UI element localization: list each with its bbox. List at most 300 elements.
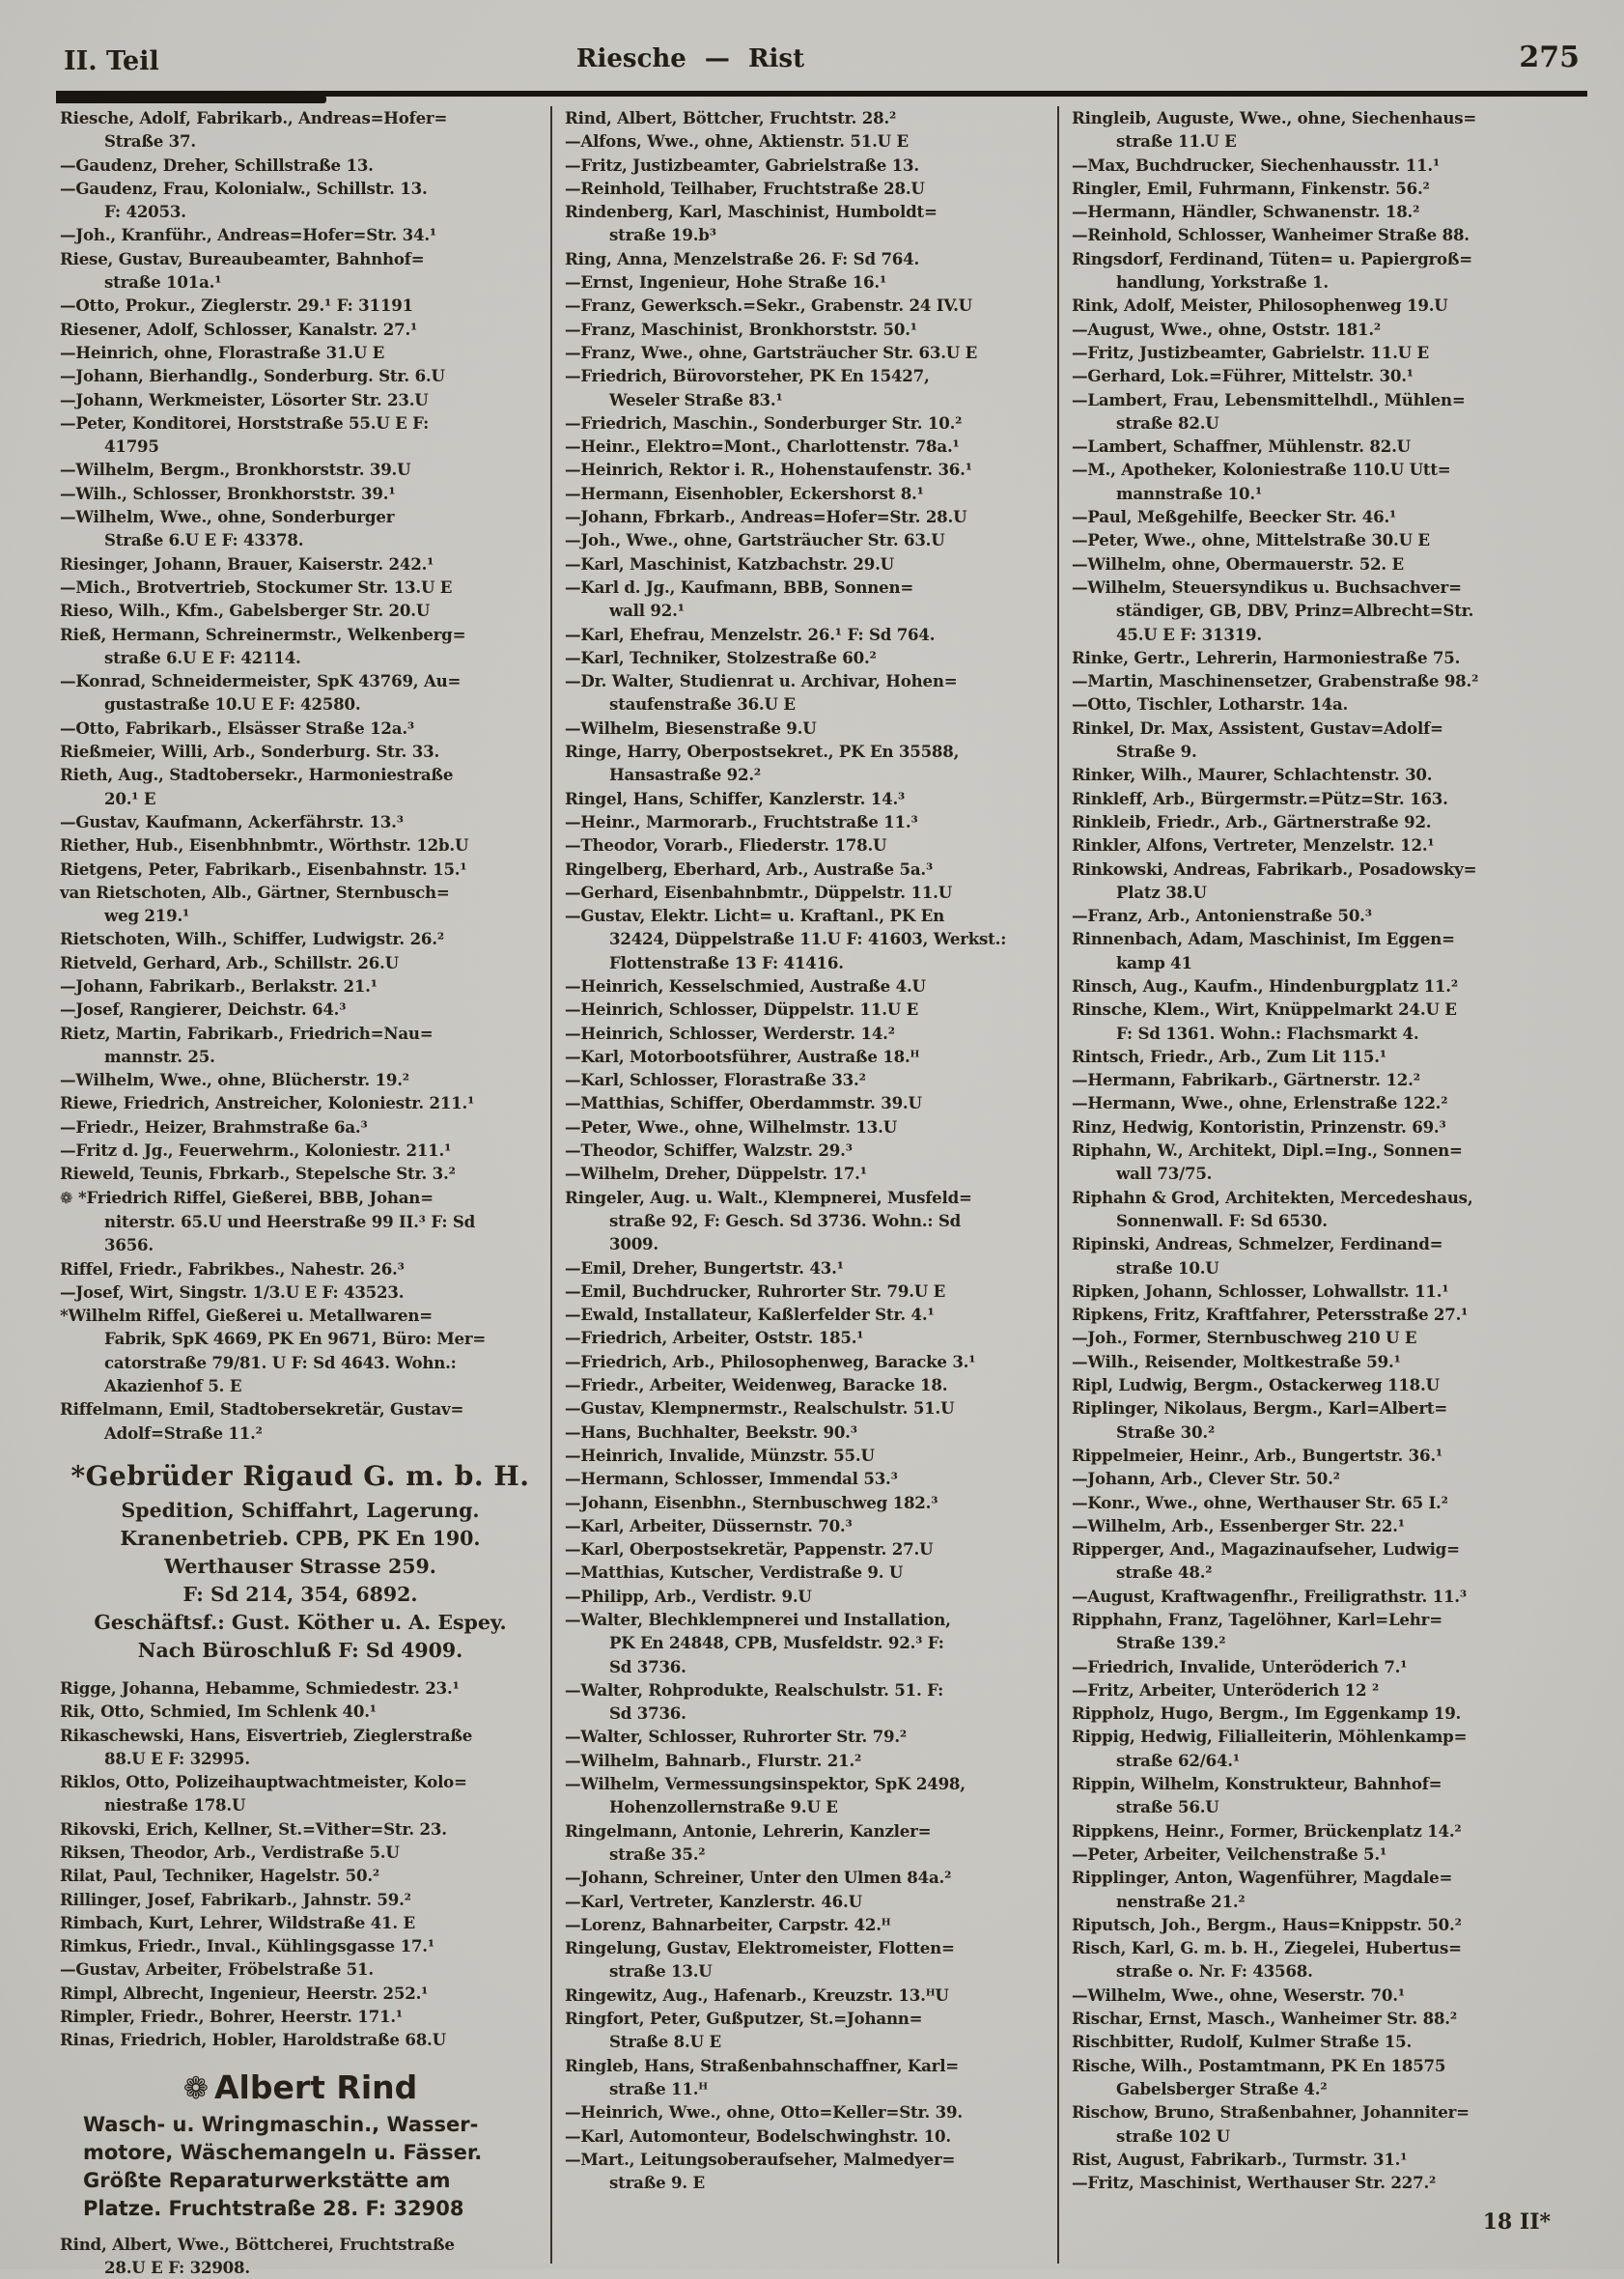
- directory-entry: [1072, 1866, 1591, 1913]
- directory-line: —Otto, Fabrikarb., Elsässer Straße 12a.³: [60, 717, 414, 738]
- directory-entry: [565, 1256, 1048, 1280]
- directory-entry: [60, 482, 541, 505]
- directory-line: —Wilh., Schlosser, Bronkhorststr. 39.¹: [60, 483, 396, 503]
- directory-entry: [565, 294, 1048, 317]
- directory-line: —Franz, Maschinist, Bronkhorststr. 50.¹: [565, 319, 917, 339]
- directory-line: —Karl, Techniker, Stolzestraße 60.²: [565, 647, 877, 667]
- directory-entry: [60, 1068, 541, 1091]
- directory-line: —August, Wwe., ohne, Oststr. 181.²: [1072, 319, 1382, 339]
- columns-container: [60, 106, 1591, 2277]
- directory-entry: [60, 1139, 541, 1162]
- directory-entry: [60, 669, 541, 717]
- directory-line: Rinas, Friedrich, Hobler, Haroldstraße 68.U: [60, 2030, 446, 2050]
- directory-entry: [1072, 388, 1591, 436]
- directory-line: straße 11.ᴴ: [609, 2078, 708, 2098]
- directory-entry: [565, 2100, 1048, 2124]
- directory-entry: [565, 1091, 1048, 1114]
- directory-entry: [1072, 505, 1591, 528]
- directory-line: —Hermann, Eisenhobler, Eckershorst 8.¹: [565, 483, 924, 503]
- directory-line: —Gerhard, Lok.=Führer, Mittelstr. 30.¹: [1072, 366, 1414, 386]
- directory-line: —Joh., Kranführ., Andreas=Hofer=Str. 34.¹: [60, 225, 436, 245]
- directory-line: —Johann, Werkmeister, Lösorter Str. 23.U: [60, 389, 429, 409]
- directory-entry: [565, 435, 1048, 458]
- ad-entry: [60, 2066, 541, 2223]
- directory-line: —Friedr., Arbeiter, Weidenweg, Baracke 18.: [565, 1375, 948, 1395]
- directory-entry: [60, 974, 541, 998]
- directory-entry: [565, 1326, 1048, 1349]
- directory-line: Straße 30.²: [1116, 1421, 1216, 1442]
- directory-entry: [60, 1724, 541, 1771]
- directory-line: Rimpl, Albrecht, Ingenieur, Heerstr. 252.¹: [60, 1983, 429, 2003]
- column-3-entries: [1072, 106, 1591, 2194]
- directory-entry: [60, 154, 541, 177]
- directory-line: gustastraße 10.U E F: 42580.: [104, 694, 361, 715]
- directory-entry: [565, 623, 1048, 646]
- directory-entry: [60, 599, 541, 622]
- directory-line: —Wilhelm, ohne, Obermauerstr. 52. E: [1072, 553, 1404, 574]
- directory-line: straße 102 U: [1116, 2125, 1230, 2146]
- directory-line: —Fritz d. Jg., Feuerwehrm., Koloniestr. 211.¹: [60, 1140, 452, 1161]
- directory-entry: [1072, 1936, 1591, 1984]
- directory-line: Nach Büroschluß F: Sd 4909.: [137, 1638, 463, 1662]
- directory-line: Rippin, Wilhelm, Konstrukteur, Bahnhof=: [1072, 1774, 1442, 1794]
- directory-line: 20.¹ E: [104, 788, 156, 808]
- directory-entry: [60, 2233, 541, 2279]
- directory-line: straße o. Nr. F: 43568.: [1116, 1961, 1313, 1982]
- directory-entry: [565, 154, 1048, 177]
- directory-entry: [1072, 646, 1591, 669]
- directory-entry: [565, 1396, 1048, 1420]
- directory-line: —Fritz, Justizbeamter, Gabrielstr. 11.U E: [1072, 342, 1429, 362]
- directory-entry: [1072, 1819, 1591, 1843]
- directory-entry: [565, 881, 1048, 904]
- directory-line: Rinkowski, Andreas, Fabrikarb., Posadowsky=: [1072, 858, 1477, 879]
- directory-line: —Wilhelm, Steuersyndikus u. Buchsachver=: [1072, 577, 1462, 597]
- directory-entry: [1072, 2171, 1591, 2194]
- directory-line: Geschäftsf.: Gust. Köther u. A. Espey.: [94, 1610, 507, 1634]
- directory-entry: [1072, 1678, 1591, 1702]
- directory-line: —Karl, Vertreter, Kanzlerstr. 46.U: [565, 1891, 862, 1911]
- directory-entry: [1072, 1702, 1591, 1725]
- directory-line: mannstr. 25.: [104, 1046, 215, 1066]
- directory-line: Ringe, Harry, Oberpostsekret., PK En 35588,: [565, 742, 960, 762]
- directory-entry: [1072, 2148, 1591, 2171]
- directory-line: —Ewald, Installateur, Kaßlerfelder Str. 4.¹: [565, 1305, 935, 1325]
- ad-entry: [60, 1456, 541, 1665]
- directory-line: Ringelberg, Eberhard, Arb., Austraße 5a.³: [565, 858, 934, 879]
- directory-entry: [1072, 2054, 1591, 2101]
- directory-entry: [565, 177, 1048, 200]
- directory-entry: [1072, 1725, 1591, 1772]
- directory-entry: [565, 1749, 1048, 1772]
- directory-line: Rische, Wilh., Postamtmann, PK En 18575: [1072, 2055, 1446, 2075]
- directory-line: Straße 8.U E: [609, 2032, 721, 2052]
- directory-entry: [565, 1115, 1048, 1139]
- directory-line: —Heinrich, Rektor i. R., Hohenstaufenstr. 36.¹: [565, 460, 972, 480]
- directory-entry: [1072, 1186, 1591, 1233]
- directory-entry: [565, 270, 1048, 294]
- directory-entry: [1072, 364, 1591, 387]
- directory-line: Kranenbetrieb. CPB, PK En 190.: [120, 1526, 481, 1550]
- directory-line: —Heinrich, Kesselschmied, Austraße 4.U: [565, 975, 926, 996]
- directory-line: van Rietschoten, Alb., Gärtner, Sternbusch=: [60, 882, 450, 902]
- directory-line: mannstraße 10.¹: [1116, 483, 1263, 503]
- directory-line: Sonnenwall. F: Sd 6530.: [1116, 1210, 1328, 1230]
- directory-line: —Gustav, Arbeiter, Fröbelstraße 51.: [60, 1959, 374, 1980]
- directory-line: —Heinrich, Wwe., ohne, Otto=Keller=Str. 39.: [565, 2102, 963, 2123]
- directory-entry: [565, 1984, 1048, 2007]
- directory-entry: [565, 411, 1048, 435]
- directory-line: Riffel, Friedr., Fabrikbes., Nahestr. 26.³: [60, 1258, 405, 1279]
- directory-line: Rind, Albert, Wwe., Böttcherei, Fruchtstraße: [60, 2234, 455, 2254]
- directory-line: —Walter, Rohprodukte, Realschulstr. 51. F:: [565, 1679, 944, 1700]
- directory-entry: [565, 787, 1048, 810]
- directory-entry: [60, 1888, 541, 1911]
- directory-line: Riffelmann, Emil, Stadtobersekretär, Gustav=: [60, 1399, 464, 1420]
- directory-entry: [1072, 1350, 1591, 1373]
- directory-line: —Emil, Buchdrucker, Ruhrorter Str. 79.U E: [565, 1280, 946, 1301]
- directory-line: Riputsch, Joh., Bergm., Haus=Knippstr. 50.²: [1072, 1914, 1462, 1934]
- directory-line: —Wilhelm, Arb., Essenberger Str. 22.¹: [1072, 1515, 1405, 1535]
- directory-line: —Ernst, Ingenieur, Hohe Straße 16.¹: [565, 272, 887, 293]
- directory-line: —Mich., Brotvertrieb, Stockumer Str. 13.U E: [60, 577, 453, 597]
- directory-line: Ringel, Hans, Schiffer, Kanzlerstr. 14.³: [565, 788, 906, 808]
- directory-entry: [565, 1139, 1048, 1162]
- directory-line: Rippig, Hedwig, Filialleiterin, Möhlenkamp=: [1072, 1727, 1468, 1747]
- directory-line: Sd 3736.: [609, 1703, 686, 1724]
- directory-line: —Gaudenz, Dreher, Schillstraße 13.: [60, 155, 374, 175]
- directory-entry: [1072, 1091, 1591, 1114]
- directory-line: Platz 38.U: [1116, 882, 1207, 902]
- directory-line: —Fritz, Maschinist, Werthauser Str. 227.²: [1072, 2173, 1437, 2193]
- directory-line: straße 10.U: [1116, 1257, 1219, 1278]
- directory-line: Gabelsberger Straße 4.²: [1116, 2078, 1328, 2098]
- column-1-entries: [60, 106, 541, 2279]
- directory-line: Ripplinger, Anton, Wagenführer, Magdale=: [1072, 1868, 1453, 1888]
- directory-line: Rieweld, Teunis, Fbrkarb., Stepelsche Str. 3.²: [60, 1164, 456, 1184]
- directory-entry: [1072, 974, 1591, 998]
- directory-entry: [565, 129, 1048, 153]
- directory-entry: [1072, 1373, 1591, 1396]
- directory-entry: [565, 1467, 1048, 1490]
- directory-line: straße 9. E: [609, 2173, 705, 2193]
- directory-entry: [1072, 1232, 1591, 1280]
- directory-line: Riphahn, W., Architekt, Dipl.=Ing., Sonnen=: [1072, 1140, 1463, 1161]
- directory-entry: [60, 881, 541, 928]
- directory-line: —Otto, Prokur., Zieglerstr. 29.¹ F: 31191: [60, 295, 413, 316]
- directory-line: Platze. Fruchtstraße 28. F: 32908: [83, 2196, 464, 2220]
- directory-line: —Peter, Wwe., ohne, Mittelstraße 30.U E: [1072, 530, 1430, 550]
- directory-line: Riphahn & Grod, Architekten, Mercedeshaus,: [1072, 1187, 1473, 1207]
- directory-line: —Martin, Maschinensetzer, Grabenstraße 98.²: [1072, 671, 1479, 691]
- directory-line: Ring, Anna, Menzelstraße 26. F: Sd 764.: [565, 248, 920, 268]
- header-name-range: Riesche — Rist: [575, 44, 805, 73]
- directory-line: —Hermann, Schlosser, Immendal 53.³: [565, 1469, 898, 1489]
- directory-entry: [1072, 1444, 1591, 1467]
- directory-entry: [565, 1280, 1048, 1303]
- directory-line: 28.U E F: 32908.: [104, 2257, 250, 2277]
- directory-entry: [565, 1022, 1048, 1045]
- directory-entry: [60, 106, 541, 154]
- directory-entry: [1072, 717, 1591, 764]
- directory-line: 3656.: [104, 1235, 154, 1255]
- directory-line: —Franz, Wwe., ohne, Gartsträucher Str. 63.U E: [565, 342, 978, 362]
- directory-line: —Friedrich, Bürovorsteher, PK En 15427,: [565, 366, 930, 386]
- directory-entry: [565, 576, 1048, 623]
- directory-line: —Johann, Fbrkarb., Andreas=Hofer=Str. 28.U: [565, 507, 967, 527]
- directory-entry: [60, 2005, 541, 2028]
- directory-line: straße 48.²: [1116, 1562, 1213, 1583]
- directory-line: Rieth, Aug., Stadtobersekr., Harmoniestraße: [60, 765, 454, 785]
- directory-line: Rietgens, Peter, Fabrikarb., Eisenbahnstr. 15.¹: [60, 858, 467, 879]
- directory-line: PK En 24848, CPB, Musfeldstr. 92.³ F:: [609, 1633, 944, 1653]
- directory-line: Rietschoten, Wilh., Schiffer, Ludwigstr. 26.²: [60, 929, 444, 949]
- directory-entry: [1072, 858, 1591, 905]
- directory-line: Fabrik, SpK 4669, PK En 9671, Büro: Mer=: [104, 1329, 487, 1349]
- directory-entry: [565, 1936, 1048, 1984]
- directory-line: Rinkleff, Arb., Bürgermstr.=Pütz=Str. 163.: [1072, 788, 1448, 808]
- directory-line: —Hermann, Händler, Schwanenstr. 18.²: [1072, 202, 1420, 222]
- directory-entry: [565, 646, 1048, 669]
- directory-entry: [60, 1911, 541, 1934]
- directory-entry: [60, 1841, 541, 1864]
- directory-line: —Peter, Arbeiter, Veilchenstraße 5.¹: [1072, 1843, 1387, 1864]
- directory-entry: [1072, 2100, 1591, 2148]
- directory-line: —Emil, Dreher, Bungertstr. 43.¹: [565, 1257, 844, 1278]
- directory-entry: [60, 177, 541, 224]
- directory-entry: [565, 1890, 1048, 1913]
- directory-entry: [565, 528, 1048, 551]
- directory-entry: [565, 341, 1048, 364]
- directory-line: Rimbach, Kurt, Lehrer, Wildstraße 41. E: [60, 1912, 415, 1932]
- directory-line: straße 62/64.¹: [1116, 1750, 1240, 1770]
- directory-line: nenstraße 21.²: [1116, 1891, 1246, 1911]
- column-3: [1057, 106, 1591, 2264]
- directory-entry: [1072, 787, 1591, 810]
- directory-line: Ringler, Emil, Fuhrmann, Finkenstr. 56.²: [1072, 178, 1430, 198]
- directory-line: Rintsch, Friedr., Arb., Zum Lit 115.¹: [1072, 1046, 1386, 1066]
- directory-entry: [565, 669, 1048, 717]
- directory-entry: [565, 1186, 1048, 1256]
- directory-entry: [565, 998, 1048, 1021]
- directory-entry: [565, 1373, 1048, 1396]
- directory-line: —Karl, Automonteur, Bodelschwinghstr. 10.: [565, 2125, 951, 2146]
- directory-line: ❁ *Friedrich Riffel, Gießerei, BBB, Johan=: [60, 1186, 541, 1210]
- directory-entry: [1072, 1913, 1591, 1936]
- directory-line: Ripkens, Fritz, Kraftfahrer, Petersstraße 27.¹: [1072, 1305, 1469, 1325]
- directory-entry: [60, 1934, 541, 1957]
- directory-line: —Karl, Arbeiter, Düssernstr. 70.³: [565, 1515, 853, 1535]
- directory-line: —Johann, Bierhandlg., Sonderburg. Str. 6.U: [60, 366, 445, 386]
- directory-entry: [1072, 528, 1591, 551]
- directory-entry: [1072, 318, 1591, 341]
- directory-entry: [1072, 552, 1591, 576]
- directory-line: Flottenstraße 13 F: 41416.: [609, 952, 844, 972]
- directory-entry: [565, 1350, 1048, 1373]
- directory-line: Rieß, Hermann, Schreinermstr., Welkenberg=: [60, 624, 466, 644]
- directory-line: Rippkens, Heinr., Former, Brückenplatz 14.²: [1072, 1820, 1462, 1841]
- directory-line: Rinkleib, Friedr., Arb., Gärtnerstraße 92.: [1072, 811, 1432, 831]
- directory-line: —Wilhelm, Bahnarb., Flurstr. 21.²: [565, 1750, 862, 1770]
- directory-entry: [1072, 1045, 1591, 1068]
- directory-entry: [565, 1866, 1048, 1889]
- directory-line: 41795: [104, 436, 159, 457]
- directory-line: —Heinrich, Invalide, Münzstr. 55.U: [565, 1445, 875, 1465]
- directory-entry: [60, 1257, 541, 1280]
- directory-line: 3009.: [609, 1234, 658, 1254]
- directory-entry: [1072, 904, 1591, 927]
- directory-entry: [60, 1091, 541, 1114]
- directory-entry: [565, 1045, 1048, 1068]
- directory-line: —Josef, Rangierer, Deichstr. 64.³: [60, 999, 347, 1020]
- directory-line: —Alfons, Wwe., ohne, Aktienstr. 51.U E: [565, 131, 909, 152]
- directory-entry: [1072, 1068, 1591, 1091]
- directory-line: Ripperger, And., Magazinaufseher, Ludwig=: [1072, 1539, 1460, 1560]
- directory-line: —Karl, Maschinist, Katzbachstr. 29.U: [565, 553, 894, 574]
- wreath-icon: ❁: [60, 1188, 73, 1207]
- directory-entry: [1072, 1514, 1591, 1537]
- directory-line: Riesinger, Johann, Brauer, Kaiserstr. 242.¹: [60, 553, 434, 574]
- directory-entry: [565, 1678, 1048, 1726]
- directory-line: Rimpler, Friedr., Bohrer, Heerstr. 171.¹: [60, 2007, 403, 2027]
- directory-entry: [60, 505, 541, 552]
- directory-line: —Heinr., Elektro=Mont., Charlottenstr. 78a.¹: [565, 436, 960, 457]
- directory-line: Rinsche, Klem., Wirt, Knüppelmarkt 24.U E: [1072, 999, 1457, 1020]
- directory-line: —Matthias, Schiffer, Oberdammstr. 39.U: [565, 1093, 922, 1113]
- directory-line: weg 219.¹: [104, 906, 190, 926]
- directory-line: Straße 139.²: [1116, 1633, 1226, 1653]
- directory-line: —Gustav, Klempnermstr., Realschulstr. 51.U: [565, 1398, 955, 1419]
- directory-line: *Gebrüder Rigaud G. m. b. H.: [70, 1459, 530, 1492]
- directory-line: —Fritz, Arbeiter, Unteröderich 12 ²: [1072, 1679, 1380, 1700]
- directory-entry: [60, 763, 541, 810]
- directory-line: —Wilhelm, Wwe., ohne, Sonderburger: [60, 507, 395, 527]
- directory-line: —Hans, Buchhalter, Beekstr. 90.³: [565, 1421, 857, 1442]
- column-2-entries: [565, 106, 1048, 2194]
- directory-entry: [565, 1491, 1048, 1514]
- directory-entry: [565, 740, 1048, 787]
- directory-entry: [565, 2124, 1048, 2148]
- directory-line: —Joh., Wwe., ohne, Gartsträucher Str. 63.U: [565, 530, 945, 550]
- directory-entry: [1072, 1115, 1591, 1139]
- directory-entry: [565, 1608, 1048, 1678]
- directory-entry: [1072, 294, 1591, 317]
- directory-line: 88.U E F: 32995.: [104, 1748, 250, 1768]
- directory-entry: [1072, 1139, 1591, 1186]
- directory-line: straße 6.U E F: 42114.: [104, 647, 301, 667]
- directory-line: —Lorenz, Bahnarbeiter, Carpstr. 42.ᴴ: [565, 1914, 891, 1934]
- directory-line: —Franz, Gewerksch.=Sekr., Grabenstr. 24 IV.U: [565, 295, 972, 316]
- directory-line: —Johann, Arb., Clever Str. 50.²: [1072, 1469, 1340, 1489]
- directory-entry: [60, 1700, 541, 1723]
- directory-line: Ringelung, Gustav, Elektromeister, Flotten=: [565, 1938, 955, 1958]
- directory-line: —Joh., Former, Sternbuschweg 210 U E: [1072, 1328, 1417, 1348]
- directory-line: Straße 6.U E F: 43378.: [104, 530, 304, 550]
- directory-entry: [60, 458, 541, 481]
- directory-line: Rippelmeier, Heinr., Arb., Bungertstr. 36.¹: [1072, 1445, 1442, 1465]
- directory-entry: [565, 1819, 1048, 1867]
- directory-line: Ripinski, Andreas, Schmelzer, Ferdinand=: [1072, 1234, 1443, 1254]
- directory-line: Rinsch, Aug., Kaufm., Hindenburgplatz 11.²: [1072, 975, 1458, 996]
- directory-entry: [1072, 1491, 1591, 1514]
- directory-entry: [60, 858, 541, 881]
- directory-line: Ringsdorf, Ferdinand, Tüten= u. Papiergroß=: [1072, 248, 1472, 268]
- directory-entry: [1072, 1608, 1591, 1655]
- directory-line: —Theodor, Schiffer, Walzstr. 29.³: [565, 1140, 853, 1161]
- directory-entry: [60, 623, 541, 670]
- directory-line: Akazienhof 5. E: [104, 1376, 242, 1396]
- directory-line: kamp 41: [1116, 952, 1192, 972]
- directory-line: straße 82.U: [1116, 412, 1219, 433]
- directory-entry: [60, 318, 541, 341]
- directory-line: Ringeler, Aug. u. Walt., Klempnerei, Musfeld=: [565, 1187, 972, 1207]
- directory-entry: [60, 1817, 541, 1841]
- directory-entry: [1072, 692, 1591, 716]
- directory-entry: [1072, 2030, 1591, 2053]
- directory-entry: [565, 505, 1048, 528]
- directory-line: —Gerhard, Eisenbahnbmtr., Düppelstr. 11.U: [565, 882, 952, 902]
- directory-line: Rippholz, Hugo, Bergm., Im Eggenkamp 19.: [1072, 1703, 1462, 1724]
- directory-line: Spedition, Schiffahrt, Lagerung.: [121, 1498, 480, 1522]
- directory-entry: [565, 2007, 1048, 2054]
- directory-line: —Lambert, Schaffner, Mühlenstr. 82.U: [1072, 436, 1411, 457]
- directory-line: Rist, August, Fabrikarb., Turmstr. 31.¹: [1072, 2149, 1408, 2169]
- directory-entry: [565, 1514, 1048, 1537]
- directory-entry: [565, 1537, 1048, 1561]
- directory-line: —Gustav, Elektr. Licht= u. Kraftanl., PK En: [565, 906, 944, 926]
- directory-line: —Wilhelm, Vermessungsinspektor, SpK 2498,: [565, 1774, 966, 1794]
- directory-line: Rikaschewski, Hans, Eisvertrieb, Zieglerstraße: [60, 1725, 473, 1745]
- directory-entry: [565, 1444, 1048, 1467]
- header-rule-smudge: [56, 96, 326, 103]
- directory-line: Rieso, Wilh., Kfm., Gabelsberger Str. 20.U: [60, 601, 431, 621]
- directory-entry: [1072, 1655, 1591, 1678]
- directory-entry: [565, 364, 1048, 411]
- directory-entry: [1072, 1772, 1591, 1819]
- directory-line: Rinkler, Alfons, Vertreter, Menzelstr. 12.¹: [1072, 835, 1435, 856]
- directory-entry: [60, 1280, 541, 1304]
- directory-line: —Wilhelm, Biesenstraße 9.U: [565, 717, 817, 738]
- directory-line: Rilat, Paul, Techniker, Hagelstr. 50.²: [60, 1866, 379, 1886]
- directory-entry: [1072, 576, 1591, 646]
- directory-line: straße 92, F: Gesch. Sd 3736. Wohn.: Sd: [609, 1210, 962, 1230]
- directory-line: —Heinrich, ohne, Florastraße 31.U E: [60, 342, 385, 362]
- directory-line: —Philipp, Arb., Verdistr. 9.U: [565, 1586, 812, 1606]
- directory-entry: [60, 1397, 541, 1445]
- directory-line: Riksen, Theodor, Arb., Verdistraße 5.U: [60, 1843, 400, 1862]
- directory-line: —Franz, Arb., Antonienstraße 50.³: [1072, 906, 1372, 926]
- directory-line: straße 101a.¹: [104, 272, 222, 293]
- directory-line: —Wilhelm, Wwe., ohne, Weserstr. 70.¹: [1072, 1984, 1405, 2005]
- directory-entry: [1072, 1326, 1591, 1349]
- directory-line: —Friedr., Heizer, Brahmstraße 6a.³: [60, 1116, 368, 1137]
- directory-line: —Friedrich, Arbeiter, Oststr. 185.¹: [565, 1328, 864, 1348]
- directory-line: ständiger, GB, DBV, Prinz=Albrecht=Str.: [1116, 601, 1474, 621]
- directory-line: —Reinhold, Schlosser, Wanheimer Straße 88.: [1072, 225, 1470, 245]
- directory-entry: [60, 740, 541, 763]
- directory-line: Rietveld, Gerhard, Arb., Schillstr. 26.U: [60, 952, 399, 972]
- header-section-label: II. Teil: [64, 46, 159, 76]
- directory-entry: [60, 1864, 541, 1887]
- directory-line: Rigge, Johanna, Hebamme, Schmiedestr. 23.¹: [60, 1677, 460, 1698]
- directory-entry: [565, 1068, 1048, 1091]
- column-1: [60, 106, 541, 2277]
- directory-entry: [60, 1957, 541, 1981]
- directory-entry: [1072, 1585, 1591, 1608]
- directory-entry: [1072, 810, 1591, 833]
- directory-entry: [60, 294, 541, 317]
- directory-entry: [1072, 1843, 1591, 1866]
